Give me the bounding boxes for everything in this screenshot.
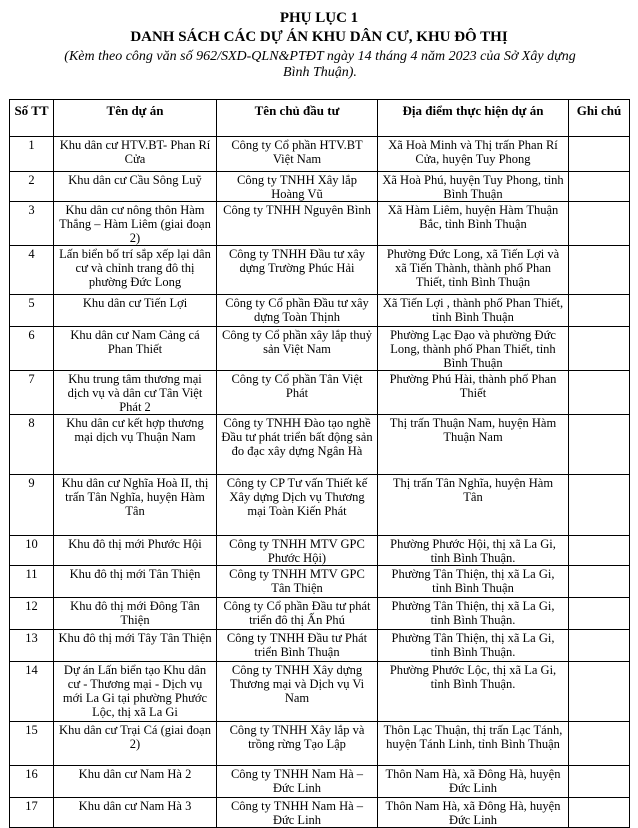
cell-location: Xã Hoà Minh và Thị trấn Phan Rí Cửa, huyện Tuy Phong xyxy=(378,137,569,172)
cell-note xyxy=(569,566,630,598)
cell-project-name: Khu dân cư HTV.BT- Phan Rí Cửa xyxy=(54,137,217,172)
appendix-title: PHỤ LỤC 1 xyxy=(279,10,359,26)
cell-stt: 16 xyxy=(10,766,54,798)
table-row xyxy=(10,137,630,172)
table-row xyxy=(10,246,630,295)
cell-investor: Công ty CP Tư vấn Thiết kế Xây dựng Dịch vụ Thương mại Toàn Kiến Phát xyxy=(217,475,378,536)
cell-investor: Công ty TNHH Đầu tư Phát triển Bình Thuận xyxy=(217,630,378,662)
cell-investor: Công ty TNHH Nam Hà – Đức Linh xyxy=(217,798,378,828)
cell-project-name: Khu đô thị mới Tân Thiện xyxy=(54,566,217,598)
cell-note xyxy=(569,172,630,202)
cell-note xyxy=(569,630,630,662)
cell-location: Phường Tân Thiện, thị xã La Gi, tỉnh Bình Thuận xyxy=(378,566,569,598)
header-note: Ghi chú xyxy=(569,100,630,137)
cell-location: Thôn Nam Hà, xã Đông Hà, huyện Đức Linh xyxy=(378,766,569,798)
cell-note xyxy=(569,598,630,630)
cell-stt: 10 xyxy=(10,536,54,566)
table-row xyxy=(10,662,630,722)
list-title: DANH SÁCH CÁC DỰ ÁN KHU DÂN CƯ, KHU ĐÔ THỊ xyxy=(130,29,508,45)
cell-location: Phường Tân Thiện, thị xã La Gi, tỉnh Bình Thuận. xyxy=(378,598,569,630)
cell-investor: Công ty TNHH Xây lắp và trồng rừng Tạo Lập xyxy=(217,722,378,766)
cell-investor: Công ty TNHH Nguyên Bình xyxy=(217,202,378,246)
cell-investor: Công ty TNHH Đào tạo nghề Đầu tư phát triển bất động sản đo đạc xây dựng Ngân Hà xyxy=(217,415,378,475)
cell-investor: Công ty Cổ phần xây lắp thuỷ sản Việt Nam xyxy=(217,327,378,371)
cell-note xyxy=(569,327,630,371)
cell-location: Thị trấn Tân Nghĩa, huyện Hàm Tân xyxy=(378,475,569,536)
cell-investor: Công ty TNHH Đầu tư xây dựng Trường Phúc Hải xyxy=(217,246,378,295)
table-row xyxy=(10,536,630,566)
table-row xyxy=(10,327,630,371)
cell-stt: 11 xyxy=(10,566,54,598)
cell-stt: 3 xyxy=(10,202,54,246)
cell-project-name: Khu dân cư Nam Cảng cá Phan Thiết xyxy=(54,327,217,371)
cell-project-name: Khu dân cư nông thôn Hàm Thắng – Hàm Liêm (giai đoạn 2) xyxy=(54,202,217,246)
cell-note xyxy=(569,415,630,475)
cell-location: Phường Phước Lộc, thị xã La Gi, tỉnh Bình Thuận. xyxy=(378,662,569,722)
cell-location: Xã Hàm Liêm, huyện Hàm Thuận Bắc, tỉnh Bình Thuận xyxy=(378,202,569,246)
cell-investor: Công ty Cổ phần Tân Việt Phát xyxy=(217,371,378,415)
cell-note xyxy=(569,246,630,295)
cell-note xyxy=(569,137,630,172)
cell-stt: 14 xyxy=(10,662,54,722)
table-row xyxy=(10,415,630,475)
cell-project-name: Khu dân cư Trại Cá (giai đoạn 2) xyxy=(54,722,217,766)
table-row xyxy=(10,630,630,662)
header-project: Tên dự án xyxy=(54,100,217,137)
cell-stt: 7 xyxy=(10,371,54,415)
cell-note xyxy=(569,295,630,327)
cell-stt: 9 xyxy=(10,475,54,536)
cell-stt: 13 xyxy=(10,630,54,662)
cell-project-name: Dự án Lấn biển tạo Khu dân cư - Thương mại - Dịch vụ mới La Gi tại phường Phước Lộc, thị xã La Gi xyxy=(54,662,217,722)
table-row xyxy=(10,766,630,798)
cell-stt: 4 xyxy=(10,246,54,295)
cell-project-name: Khu đô thị mới Tây Tân Thiện xyxy=(54,630,217,662)
cell-investor: Công ty TNHH Xây dựng Thương mại và Dịch vụ Vi Nam xyxy=(217,662,378,722)
cell-investor: Công ty Cổ phần HTV.BT Việt Nam xyxy=(217,137,378,172)
cell-project-name: Khu dân cư Nghĩa Hoà II, thị trấn Tân Nghĩa, huyện Hàm Tân xyxy=(54,475,217,536)
cell-note xyxy=(569,371,630,415)
table-header-row xyxy=(10,100,630,137)
cell-location: Phường Phước Hội, thị xã La Gi, tỉnh Bình Thuận. xyxy=(378,536,569,566)
cell-stt: 8 xyxy=(10,415,54,475)
cell-project-name: Lấn biển bố trí sắp xếp lại dân cư và chỉnh trang đô thị phường Đức Long xyxy=(54,246,217,295)
cell-location: Thôn Lạc Thuận, thị trấn Lạc Tánh, huyện Tánh Linh, tỉnh Bình Thuận xyxy=(378,722,569,766)
cell-investor: Công ty Cổ phần Đầu tư xây dựng Toàn Thịnh xyxy=(217,295,378,327)
cell-stt: 5 xyxy=(10,295,54,327)
header-stt: Số TT xyxy=(10,100,54,137)
cell-project-name: Khu đô thị mới Phước Hội xyxy=(54,536,217,566)
cell-project-name: Khu dân cư Cầu Sông Luỹ xyxy=(54,172,217,202)
cell-project-name: Khu dân cư kết hợp thương mại dịch vụ Thuận Nam xyxy=(54,415,217,475)
cell-investor: Công ty TNHH MTV GPC Phước Hội) xyxy=(217,536,378,566)
cell-note xyxy=(569,202,630,246)
table-body xyxy=(10,137,630,828)
cell-stt: 2 xyxy=(10,172,54,202)
cell-project-name: Khu dân cư Tiến Lợi xyxy=(54,295,217,327)
cell-project-name: Khu dân cư Nam Hà 2 xyxy=(54,766,217,798)
cell-location: Xã Tiến Lợi , thành phố Phan Thiết, tỉnh Bình Thuận xyxy=(378,295,569,327)
cell-location: Xã Hoà Phú, huyện Tuy Phong, tỉnh Bình Thuận xyxy=(378,172,569,202)
cell-location: Phường Lạc Đạo và phường Đức Long, thành phố Phan Thiết, tỉnh Bình Thuận xyxy=(378,327,569,371)
table-row xyxy=(10,566,630,598)
cell-note xyxy=(569,722,630,766)
cell-investor: Công ty TNHH MTV GPC Tân Thiện xyxy=(217,566,378,598)
table-row xyxy=(10,598,630,630)
cell-investor: Công ty TNHH Nam Hà – Đức Linh xyxy=(217,766,378,798)
cell-note xyxy=(569,662,630,722)
cell-note xyxy=(569,766,630,798)
table-row xyxy=(10,295,630,327)
cell-location: Phường Đức Long, xã Tiến Lợi và xã Tiến Thành, thành phố Phan Thiết, tỉnh Bình Thuận xyxy=(378,246,569,295)
table-row xyxy=(10,722,630,766)
table-row xyxy=(10,172,630,202)
cell-note xyxy=(569,475,630,536)
cell-location: Phường Phú Hài, thành phố Phan Thiết xyxy=(378,371,569,415)
cell-stt: 15 xyxy=(10,722,54,766)
reference-note: (Kèm theo công văn số 962/SXD-QLN&PTĐT ngày 14 tháng 4 năm 2023 của Sở Xây dựng Bình Thuận). xyxy=(64,49,576,80)
cell-note xyxy=(569,798,630,828)
cell-note xyxy=(569,536,630,566)
cell-location: Phường Tân Thiện, thị xã La Gi, tỉnh Bình Thuận. xyxy=(378,630,569,662)
cell-investor: Công ty Cổ phần Đầu tư phát triển đô thị Ấn Phú xyxy=(217,598,378,630)
header-investor: Tên chủ đầu tư xyxy=(217,100,378,137)
table-row xyxy=(10,798,630,828)
cell-stt: 6 xyxy=(10,327,54,371)
cell-project-name: Khu dân cư Nam Hà 3 xyxy=(54,798,217,828)
cell-project-name: Khu trung tâm thương mại dịch vụ và dân cư Tân Việt Phát 2 xyxy=(54,371,217,415)
table-row xyxy=(10,202,630,246)
cell-investor: Công ty TNHH Xây lắp Hoàng Vũ xyxy=(217,172,378,202)
table-row xyxy=(10,371,630,415)
cell-stt: 17 xyxy=(10,798,54,828)
table-row xyxy=(10,475,630,536)
cell-location: Thôn Nam Hà, xã Đông Hà, huyện Đức Linh xyxy=(378,798,569,828)
cell-stt: 12 xyxy=(10,598,54,630)
cell-location: Thị trấn Thuận Nam, huyện Hàm Thuận Nam xyxy=(378,415,569,475)
header-location: Địa điểm thực hiện dự án xyxy=(378,100,569,137)
projects-table xyxy=(9,99,630,828)
cell-project-name: Khu đô thị mới Đông Tân Thiện xyxy=(54,598,217,630)
cell-stt: 1 xyxy=(10,137,54,172)
